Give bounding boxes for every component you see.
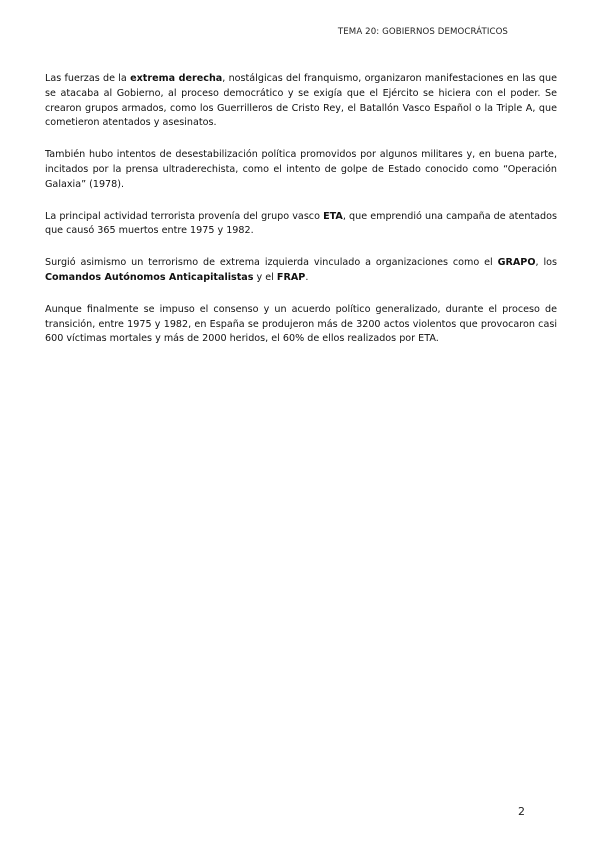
page-number: 2 <box>518 805 525 818</box>
text-segment: , los <box>535 257 557 269</box>
text-segment: También hubo intentos de desestabilización política promovidos por algunos militares y, en buena parte, incitados por la prensa ultraderechista, como el intento de golpe de Estado conocido como “Operación Galaxia” (1978). <box>45 149 557 190</box>
text-segment: . <box>305 271 309 283</box>
bold-term-eta: ETA <box>323 210 343 222</box>
paragraph-desestabilizacion <box>45 148 557 192</box>
paragraph-extrema-derecha <box>45 72 557 131</box>
text-segment: , que emprendió una campaña de atentados que causó 365 muertos entre 1975 y 1982. <box>45 210 558 237</box>
paragraph-extrema-izquierda <box>45 256 557 286</box>
text-segment: Aunque finalmente se impuso el consenso y un acuerdo político generalizado, durante el proceso de transición, entre 1975 y 1982, en España se produjeron más de 3200 actos violentos que provocaron casi 600 víctimas mortales y más de 2000 heridos, el 60% de ellos realizados por ETA. <box>45 303 557 345</box>
bold-term-comandos-autonomos: Comandos Autónomos Anticapitalistas <box>45 271 254 283</box>
text-segment: , nostálgicas del franquismo, organizaron manifestaciones en las que se atacaba al Gobierno, al proceso democrático y se exigía que el Ejército se hiciera con el poder. Se crearon grupos armados, como los Guerrilleros de Cristo Rey, el Batallón Vasco Español o la Triple A, que cometieron atentados y asesinatos. <box>45 73 557 129</box>
text-segment: La principal actividad terrorista provenía del grupo vasco <box>45 210 324 222</box>
text-segment: Las fuerzas de la <box>45 73 131 84</box>
bold-term-frap: FRAP <box>276 271 306 283</box>
bold-term-extrema-derecha: extrema derecha <box>130 73 223 84</box>
text-segment: y el <box>253 271 277 283</box>
bold-term-grapo: GRAPO <box>497 257 536 269</box>
running-header: TEMA 20: GOBIERNOS DEMOCRÁTICOS <box>337 27 508 37</box>
document-body <box>45 72 557 364</box>
paragraph-eta <box>45 210 557 240</box>
paragraph-balance-transicion <box>45 303 557 347</box>
text-segment: Surgió asimismo un terrorismo de extrema izquierda vinculado a organizaciones como el <box>45 257 498 269</box>
